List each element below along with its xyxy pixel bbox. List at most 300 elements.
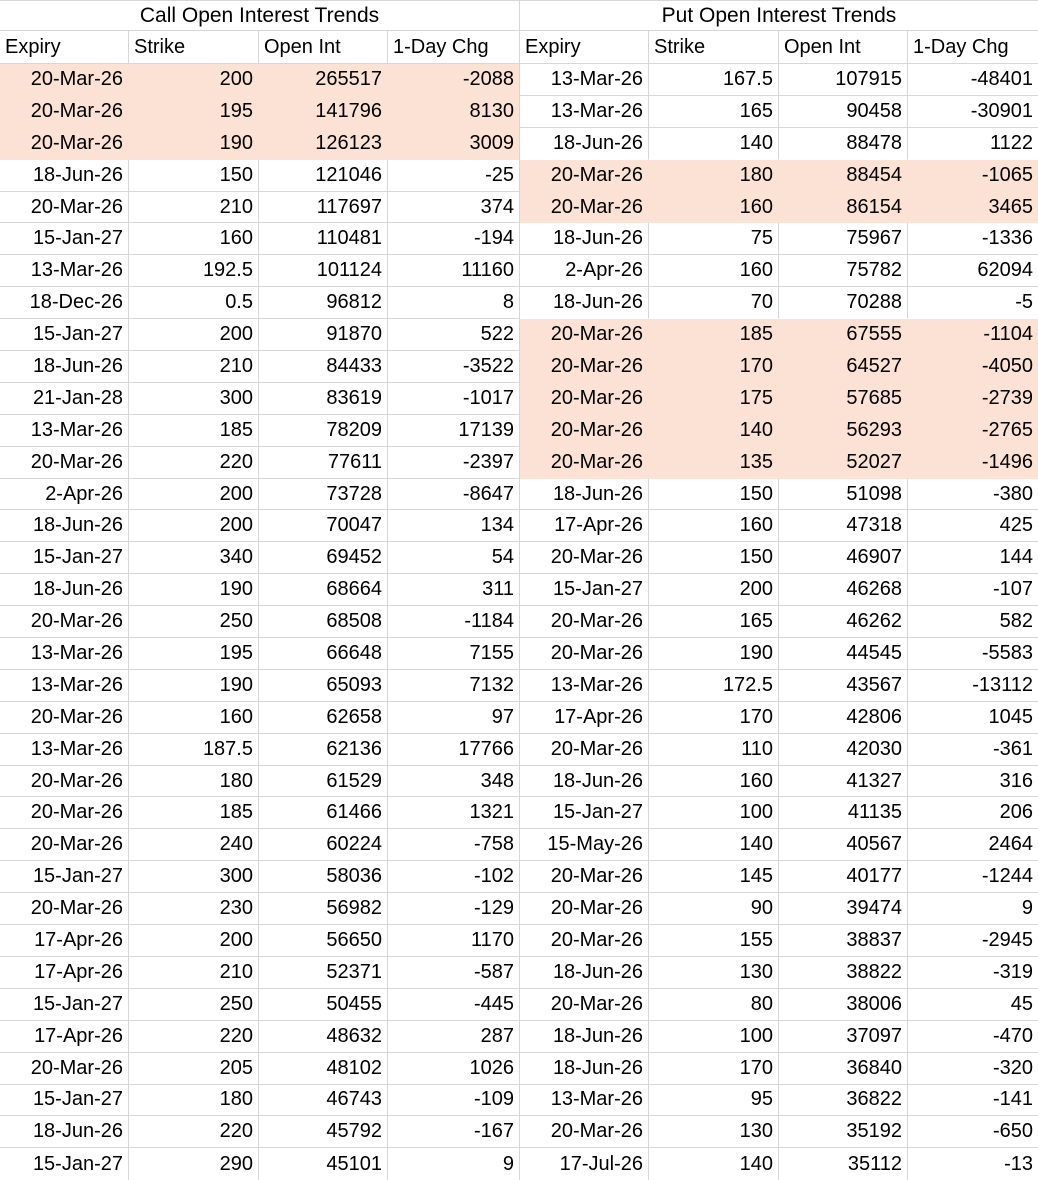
- cell-expiry[interactable]: 18-Jun-26: [520, 287, 649, 319]
- cell-strike[interactable]: 75: [649, 223, 779, 255]
- cell-expiry[interactable]: 20-Mar-26: [520, 893, 649, 925]
- cell-1day-chg[interactable]: 17139: [388, 415, 519, 447]
- cell-strike[interactable]: 160: [649, 255, 779, 287]
- cell-1day-chg[interactable]: 144: [908, 542, 1038, 574]
- cell-open-int[interactable]: 101124: [259, 255, 388, 287]
- cell-expiry[interactable]: 20-Mar-26: [520, 351, 649, 383]
- cell-strike[interactable]: 200: [129, 925, 259, 957]
- cell-open-int[interactable]: 45101: [259, 1148, 388, 1180]
- cell-open-int[interactable]: 141796: [259, 96, 388, 128]
- cell-open-int[interactable]: 57685: [779, 383, 908, 415]
- put-column-header-strike[interactable]: Strike: [649, 31, 779, 63]
- cell-expiry[interactable]: 20-Mar-26: [0, 829, 129, 861]
- cell-expiry[interactable]: 17-Apr-26: [520, 702, 649, 734]
- cell-expiry[interactable]: 18-Jun-26: [0, 351, 129, 383]
- cell-expiry[interactable]: 20-Mar-26: [0, 606, 129, 638]
- cell-strike[interactable]: 180: [649, 160, 779, 192]
- cell-1day-chg[interactable]: -30901: [908, 96, 1038, 128]
- cell-open-int[interactable]: 51098: [779, 479, 908, 511]
- cell-1day-chg[interactable]: 17766: [388, 734, 519, 766]
- cell-1day-chg[interactable]: 1026: [388, 1053, 519, 1085]
- cell-strike[interactable]: 140: [649, 1148, 779, 1180]
- cell-1day-chg[interactable]: -4050: [908, 351, 1038, 383]
- cell-1day-chg[interactable]: -8647: [388, 479, 519, 511]
- cell-expiry[interactable]: 15-Jan-27: [0, 542, 129, 574]
- cell-1day-chg[interactable]: -470: [908, 1021, 1038, 1053]
- cell-expiry[interactable]: 20-Mar-26: [520, 861, 649, 893]
- cell-open-int[interactable]: 46743: [259, 1085, 388, 1117]
- cell-open-int[interactable]: 52027: [779, 447, 908, 479]
- cell-strike[interactable]: 170: [649, 702, 779, 734]
- cell-expiry[interactable]: 13-Mar-26: [0, 734, 129, 766]
- cell-open-int[interactable]: 39474: [779, 893, 908, 925]
- cell-strike[interactable]: 80: [649, 989, 779, 1021]
- cell-open-int[interactable]: 67555: [779, 319, 908, 351]
- cell-expiry[interactable]: 20-Mar-26: [0, 702, 129, 734]
- cell-expiry[interactable]: 20-Mar-26: [520, 925, 649, 957]
- cell-strike[interactable]: 220: [129, 1021, 259, 1053]
- cell-1day-chg[interactable]: -5583: [908, 638, 1038, 670]
- cell-strike[interactable]: 195: [129, 638, 259, 670]
- cell-open-int[interactable]: 48632: [259, 1021, 388, 1053]
- cell-strike[interactable]: 205: [129, 1053, 259, 1085]
- cell-open-int[interactable]: 70288: [779, 287, 908, 319]
- cell-expiry[interactable]: 20-Mar-26: [0, 96, 129, 128]
- cell-open-int[interactable]: 44545: [779, 638, 908, 670]
- cell-1day-chg[interactable]: 1122: [989, 131, 1033, 154]
- cell-1day-chg[interactable]: -1496: [908, 447, 1038, 479]
- cell-expiry[interactable]: 20-Mar-26: [520, 989, 649, 1021]
- cell-strike[interactable]: 165: [649, 606, 779, 638]
- cell-open-int[interactable]: 48102: [259, 1053, 388, 1085]
- cell-strike[interactable]: 185: [129, 797, 259, 829]
- cell-expiry[interactable]: 13-Mar-26: [0, 415, 129, 447]
- cell-expiry[interactable]: 15-Jan-27: [0, 223, 129, 255]
- cell-strike[interactable]: 70: [649, 287, 779, 319]
- cell-open-int[interactable]: 83619: [259, 383, 388, 415]
- cell-expiry[interactable]: 18-Jun-26: [0, 510, 129, 542]
- cell-1day-chg[interactable]: -167: [388, 1116, 519, 1148]
- cell-1day-chg[interactable]: 3465: [908, 192, 1038, 224]
- cell-strike[interactable]: 90: [649, 893, 779, 925]
- cell-strike[interactable]: 185: [649, 319, 779, 351]
- table-row: [0, 415, 519, 447]
- cell-expiry[interactable]: 15-Jan-27: [0, 319, 129, 351]
- cell-open-int[interactable]: 75967: [779, 223, 908, 255]
- cell-open-int[interactable]: 36840: [779, 1053, 908, 1085]
- cell-expiry[interactable]: 18-Jun-26: [520, 479, 649, 511]
- cell-open-int[interactable]: 46268: [779, 574, 908, 606]
- cell-open-int[interactable]: 107915: [779, 64, 908, 96]
- cell-open-int[interactable]: 68664: [259, 574, 388, 606]
- cell-1day-chg[interactable]: 522: [388, 319, 519, 351]
- put-column-header-1day-chg[interactable]: 1-Day Chg: [913, 35, 1009, 58]
- cell-open-int[interactable]: 43567: [779, 670, 908, 702]
- cell-strike[interactable]: 300: [129, 383, 259, 415]
- cell-expiry[interactable]: 2-Apr-26: [520, 255, 649, 287]
- cell-strike[interactable]: 190: [129, 128, 259, 160]
- cell-open-int[interactable]: 50455: [259, 989, 388, 1021]
- cell-strike[interactable]: 200: [129, 510, 259, 542]
- cell-1day-chg[interactable]: -587: [388, 957, 519, 989]
- cell-open-int[interactable]: 86154: [779, 192, 908, 224]
- cell-open-int[interactable]: 52371: [259, 957, 388, 989]
- cell-open-int[interactable]: 84433: [259, 351, 388, 383]
- cell-expiry[interactable]: 13-Mar-26: [520, 670, 649, 702]
- cell-open-int[interactable]: 69452: [259, 542, 388, 574]
- cell-strike[interactable]: 150: [649, 542, 779, 574]
- cell-strike[interactable]: 100: [649, 1021, 779, 1053]
- cell-strike[interactable]: 150: [649, 479, 779, 511]
- cell-open-int[interactable]: 37097: [779, 1021, 908, 1053]
- cell-open-int[interactable]: 126123: [259, 128, 388, 160]
- cell-expiry[interactable]: 20-Mar-26: [520, 415, 649, 447]
- call-column-header-expiry[interactable]: Expiry: [0, 31, 129, 63]
- cell-open-int[interactable]: 91870: [259, 319, 388, 351]
- put-column-header-open-int[interactable]: Open Int: [779, 31, 908, 63]
- cell-strike[interactable]: 175: [649, 383, 779, 415]
- cell-strike[interactable]: 200: [129, 479, 259, 511]
- cell-strike[interactable]: 200: [129, 319, 259, 351]
- cell-strike[interactable]: 210: [129, 351, 259, 383]
- table-row: [0, 542, 519, 574]
- cell-expiry[interactable]: 20-Mar-26: [0, 766, 129, 798]
- cell-expiry[interactable]: 13-Mar-26: [0, 638, 129, 670]
- cell-expiry[interactable]: 15-Jan-27: [520, 574, 649, 606]
- cell-open-int[interactable]: 41135: [779, 797, 908, 829]
- cell-1day-chg[interactable]: 206: [908, 797, 1038, 829]
- cell-open-int[interactable]: 88478: [779, 128, 908, 160]
- cell-1day-chg[interactable]: -102: [388, 861, 519, 893]
- cell-1day-chg[interactable]: -109: [388, 1085, 519, 1117]
- cell-open-int[interactable]: 88454: [779, 160, 908, 192]
- cell-1day-chg[interactable]: -107: [908, 574, 1038, 606]
- cell-1day-chg[interactable]: -3522: [388, 351, 519, 383]
- cell-1day-chg[interactable]: 134: [388, 510, 519, 542]
- cell-1day-chg[interactable]: 9: [502, 1152, 514, 1175]
- cell-open-int[interactable]: 64527: [779, 351, 908, 383]
- cell-1day-chg[interactable]: -2739: [908, 383, 1038, 415]
- call-column-header-strike[interactable]: Strike: [129, 31, 259, 63]
- cell-open-int[interactable]: 58036: [259, 861, 388, 893]
- cell-1day-chg[interactable]: -1104: [908, 319, 1038, 351]
- cell-1day-chg[interactable]: 287: [388, 1021, 519, 1053]
- table-row: [520, 510, 1038, 542]
- cell-strike[interactable]: 220: [129, 447, 259, 479]
- cell-open-int[interactable]: 75782: [779, 255, 908, 287]
- cell-1day-chg[interactable]: -361: [908, 734, 1038, 766]
- cell-1day-chg[interactable]: -141: [908, 1085, 1038, 1117]
- cell-1day-chg[interactable]: -194: [388, 223, 519, 255]
- cell-expiry[interactable]: 20-Mar-26: [520, 319, 649, 351]
- cell-1day-chg[interactable]: -48401: [908, 64, 1038, 96]
- cell-1day-chg[interactable]: 8: [388, 287, 519, 319]
- cell-1day-chg[interactable]: -650: [908, 1116, 1038, 1148]
- cell-expiry[interactable]: 18-Dec-26: [0, 287, 129, 319]
- cell-1day-chg[interactable]: 1321: [388, 797, 519, 829]
- cell-expiry[interactable]: 20-Mar-26: [0, 64, 129, 96]
- cell-1day-chg[interactable]: -2088: [388, 64, 519, 96]
- cell-1day-chg[interactable]: -1017: [388, 383, 519, 415]
- cell-expiry[interactable]: 20-Mar-26: [520, 383, 649, 415]
- cell-open-int[interactable]: 36822: [779, 1085, 908, 1117]
- cell-strike[interactable]: 140: [649, 415, 779, 447]
- cell-strike[interactable]: 210: [129, 957, 259, 989]
- cell-strike[interactable]: 167.5: [649, 64, 779, 96]
- cell-1day-chg[interactable]: -1336: [908, 223, 1038, 255]
- cell-strike[interactable]: 100: [649, 797, 779, 829]
- cell-open-int[interactable]: 38006: [779, 989, 908, 1021]
- cell-open-int[interactable]: 35112: [779, 1148, 908, 1180]
- cell-1day-chg[interactable]: -445: [388, 989, 519, 1021]
- table-row: [520, 574, 1038, 606]
- cell-strike[interactable]: 95: [649, 1085, 779, 1117]
- cell-strike[interactable]: 160: [649, 510, 779, 542]
- cell-open-int[interactable]: 46907: [779, 542, 908, 574]
- cell-expiry[interactable]: 17-Apr-26: [0, 1021, 129, 1053]
- cell-open-int[interactable]: 265517: [259, 64, 388, 96]
- cell-open-int[interactable]: 61466: [259, 797, 388, 829]
- cell-strike[interactable]: 160: [129, 702, 259, 734]
- cell-expiry[interactable]: 20-Mar-26: [520, 1116, 649, 1148]
- cell-expiry[interactable]: 18-Jun-26: [0, 160, 129, 192]
- cell-open-int[interactable]: 117697: [259, 192, 388, 224]
- cell-1day-chg[interactable]: -1244: [908, 861, 1038, 893]
- cell-open-int[interactable]: 73728: [259, 479, 388, 511]
- cell-strike[interactable]: 180: [129, 1085, 259, 1117]
- cell-expiry[interactable]: 2-Apr-26: [0, 479, 129, 511]
- cell-strike[interactable]: 0.5: [129, 287, 259, 319]
- cell-strike[interactable]: 130: [649, 1116, 779, 1148]
- cell-1day-chg[interactable]: 425: [908, 510, 1038, 542]
- cell-open-int[interactable]: 90458: [779, 96, 908, 128]
- cell-expiry[interactable]: 20-Mar-26: [520, 160, 649, 192]
- cell-expiry[interactable]: 20-Mar-26: [520, 447, 649, 479]
- cell-strike[interactable]: 172.5: [649, 670, 779, 702]
- cell-open-int[interactable]: 68508: [259, 606, 388, 638]
- cell-expiry[interactable]: 17-Apr-26: [0, 925, 129, 957]
- cell-strike[interactable]: 190: [129, 574, 259, 606]
- cell-1day-chg[interactable]: -129: [388, 893, 519, 925]
- cell-expiry[interactable]: 17-Apr-26: [520, 510, 649, 542]
- cell-strike[interactable]: 110: [649, 734, 779, 766]
- cell-1day-chg[interactable]: 1170: [388, 925, 519, 957]
- cell-strike[interactable]: 140: [649, 128, 779, 160]
- cell-1day-chg[interactable]: -5: [1015, 291, 1033, 314]
- cell-open-int[interactable]: 62136: [259, 734, 388, 766]
- cell-strike[interactable]: 210: [129, 192, 259, 224]
- cell-strike[interactable]: 190: [129, 670, 259, 702]
- cell-strike[interactable]: 220: [129, 1116, 259, 1148]
- cell-expiry[interactable]: 17-Apr-26: [0, 957, 129, 989]
- cell-open-int[interactable]: 42030: [779, 734, 908, 766]
- cell-open-int[interactable]: 60224: [259, 829, 388, 861]
- cell-expiry[interactable]: 20-Mar-26: [0, 797, 129, 829]
- cell-expiry[interactable]: 13-Mar-26: [520, 1085, 649, 1117]
- cell-open-int[interactable]: 38822: [779, 957, 908, 989]
- cell-1day-chg[interactable]: 582: [908, 606, 1038, 638]
- cell-expiry[interactable]: 13-Mar-26: [0, 670, 129, 702]
- cell-open-int[interactable]: 41327: [779, 766, 908, 798]
- cell-expiry[interactable]: 18-Jun-26: [520, 957, 649, 989]
- cell-open-int[interactable]: 35192: [779, 1116, 908, 1148]
- cell-1day-chg[interactable]: 2464: [908, 829, 1038, 861]
- cell-1day-chg[interactable]: -25: [388, 160, 519, 192]
- cell-1day-chg[interactable]: -319: [908, 957, 1038, 989]
- table-row: [520, 479, 1038, 511]
- cell-open-int[interactable]: 45792: [259, 1116, 388, 1148]
- cell-expiry[interactable]: 18-Jun-26: [520, 128, 649, 160]
- cell-expiry[interactable]: 15-Jan-27: [0, 1085, 129, 1117]
- cell-expiry[interactable]: 18-Jun-26: [520, 1053, 649, 1085]
- cell-strike[interactable]: 240: [129, 829, 259, 861]
- cell-1day-chg[interactable]: -13: [1004, 1152, 1033, 1175]
- cell-1day-chg[interactable]: 316: [908, 766, 1038, 798]
- cell-expiry[interactable]: 20-Mar-26: [520, 638, 649, 670]
- cell-1day-chg[interactable]: 54: [388, 542, 519, 574]
- table-row: [520, 1085, 1038, 1117]
- cell-strike[interactable]: 155: [649, 925, 779, 957]
- cell-strike[interactable]: 300: [129, 861, 259, 893]
- cell-open-int[interactable]: 62658: [259, 702, 388, 734]
- cell-open-int[interactable]: 61529: [259, 766, 388, 798]
- cell-strike[interactable]: 192.5: [129, 255, 259, 287]
- cell-1day-chg[interactable]: -13112: [908, 670, 1038, 702]
- cell-expiry[interactable]: 15-May-26: [520, 829, 649, 861]
- cell-open-int[interactable]: 47318: [779, 510, 908, 542]
- cell-1day-chg[interactable]: -2945: [908, 925, 1038, 957]
- cell-expiry[interactable]: 20-Mar-26: [0, 128, 129, 160]
- cell-strike[interactable]: 290: [129, 1148, 259, 1180]
- cell-expiry[interactable]: 20-Mar-26: [520, 734, 649, 766]
- cell-1day-chg[interactable]: 62094: [908, 255, 1038, 287]
- cell-1day-chg[interactable]: -758: [388, 829, 519, 861]
- cell-strike[interactable]: 165: [649, 96, 779, 128]
- cell-open-int[interactable]: 56982: [259, 893, 388, 925]
- cell-strike[interactable]: 145: [649, 861, 779, 893]
- cell-1day-chg[interactable]: 348: [388, 766, 519, 798]
- cell-1day-chg[interactable]: 7155: [388, 638, 519, 670]
- cell-strike[interactable]: 250: [129, 989, 259, 1021]
- cell-strike[interactable]: 135: [649, 447, 779, 479]
- cell-strike[interactable]: 170: [649, 351, 779, 383]
- cell-1day-chg[interactable]: 7132: [388, 670, 519, 702]
- cell-open-int[interactable]: 70047: [259, 510, 388, 542]
- cell-expiry[interactable]: 20-Mar-26: [520, 192, 649, 224]
- cell-expiry[interactable]: 20-Mar-26: [520, 606, 649, 638]
- cell-strike[interactable]: 190: [649, 638, 779, 670]
- cell-strike[interactable]: 160: [649, 766, 779, 798]
- call-column-header-open-int[interactable]: Open Int: [259, 31, 388, 63]
- cell-expiry[interactable]: 15-Jan-27: [0, 861, 129, 893]
- cell-expiry[interactable]: 21-Jan-28: [0, 383, 129, 415]
- cell-strike[interactable]: 187.5: [129, 734, 259, 766]
- cell-expiry[interactable]: 18-Jun-26: [520, 223, 649, 255]
- cell-open-int[interactable]: 96812: [259, 287, 388, 319]
- cell-expiry[interactable]: 20-Mar-26: [0, 447, 129, 479]
- cell-strike[interactable]: 170: [649, 1053, 779, 1085]
- cell-strike[interactable]: 195: [129, 96, 259, 128]
- cell-expiry[interactable]: 13-Mar-26: [520, 64, 649, 96]
- put-table-body: [520, 64, 1038, 1180]
- cell-1day-chg[interactable]: 3009: [388, 128, 519, 160]
- cell-open-int[interactable]: 42806: [779, 702, 908, 734]
- cell-1day-chg[interactable]: -2397: [388, 447, 519, 479]
- cell-strike[interactable]: 250: [129, 606, 259, 638]
- cell-strike[interactable]: 340: [129, 542, 259, 574]
- cell-open-int[interactable]: 56650: [259, 925, 388, 957]
- cell-1day-chg[interactable]: 97: [388, 702, 519, 734]
- cell-open-int[interactable]: 40177: [779, 861, 908, 893]
- cell-strike[interactable]: 200: [649, 574, 779, 606]
- cell-strike[interactable]: 160: [129, 223, 259, 255]
- cell-1day-chg[interactable]: 1045: [908, 702, 1038, 734]
- cell-expiry[interactable]: 20-Mar-26: [520, 542, 649, 574]
- cell-open-int[interactable]: 66648: [259, 638, 388, 670]
- cell-expiry[interactable]: 13-Mar-26: [520, 96, 649, 128]
- cell-open-int[interactable]: 46262: [779, 606, 908, 638]
- table-row: [520, 415, 1038, 447]
- table-row: [0, 223, 519, 255]
- cell-1day-chg[interactable]: 45: [908, 989, 1038, 1021]
- cell-1day-chg[interactable]: 11160: [388, 255, 519, 287]
- cell-expiry[interactable]: 13-Mar-26: [0, 255, 129, 287]
- cell-open-int[interactable]: 65093: [259, 670, 388, 702]
- cell-expiry[interactable]: 20-Mar-26: [0, 192, 129, 224]
- cell-strike[interactable]: 140: [649, 829, 779, 861]
- cell-strike[interactable]: 180: [129, 766, 259, 798]
- cell-expiry[interactable]: 15-Jan-27: [520, 797, 649, 829]
- cell-expiry[interactable]: 18-Jun-26: [0, 1116, 129, 1148]
- cell-1day-chg[interactable]: 9: [908, 893, 1038, 925]
- cell-expiry[interactable]: 18-Jun-26: [0, 574, 129, 606]
- cell-expiry[interactable]: 15-Jan-27: [0, 1148, 129, 1180]
- cell-open-int[interactable]: 121046: [259, 160, 388, 192]
- cell-expiry[interactable]: 20-Mar-26: [0, 1053, 129, 1085]
- cell-open-int[interactable]: 40567: [779, 829, 908, 861]
- cell-1day-chg[interactable]: -1065: [908, 160, 1038, 192]
- cell-open-int[interactable]: 78209: [259, 415, 388, 447]
- call-open-interest-table: [0, 1, 519, 1180]
- cell-expiry[interactable]: 15-Jan-27: [0, 989, 129, 1021]
- cell-1day-chg[interactable]: 311: [388, 574, 519, 606]
- table-row: [520, 638, 1038, 670]
- cell-open-int[interactable]: 56293: [779, 415, 908, 447]
- put-column-header-expiry[interactable]: Expiry: [520, 31, 649, 63]
- cell-expiry[interactable]: 18-Jun-26: [520, 766, 649, 798]
- cell-expiry[interactable]: 20-Mar-26: [0, 893, 129, 925]
- cell-expiry[interactable]: 18-Jun-26: [520, 1021, 649, 1053]
- call-column-header-1day-chg[interactable]: 1-Day Chg: [393, 35, 489, 58]
- cell-strike[interactable]: 130: [649, 957, 779, 989]
- cell-strike[interactable]: 200: [129, 64, 259, 96]
- table-row: [520, 383, 1038, 415]
- cell-strike[interactable]: 160: [649, 192, 779, 224]
- cell-1day-chg[interactable]: -1184: [388, 606, 519, 638]
- cell-strike[interactable]: 230: [129, 893, 259, 925]
- cell-strike[interactable]: 150: [129, 160, 259, 192]
- cell-1day-chg[interactable]: -320: [908, 1053, 1038, 1085]
- cell-open-int[interactable]: 77611: [259, 447, 388, 479]
- cell-1day-chg[interactable]: 374: [388, 192, 519, 224]
- cell-open-int[interactable]: 110481: [259, 223, 388, 255]
- cell-1day-chg[interactable]: -2765: [908, 415, 1038, 447]
- cell-1day-chg[interactable]: 8130: [388, 96, 519, 128]
- cell-expiry[interactable]: 17-Jul-26: [520, 1148, 649, 1180]
- cell-strike[interactable]: 185: [129, 415, 259, 447]
- cell-open-int[interactable]: 38837: [779, 925, 908, 957]
- cell-1day-chg[interactable]: -380: [908, 479, 1038, 511]
